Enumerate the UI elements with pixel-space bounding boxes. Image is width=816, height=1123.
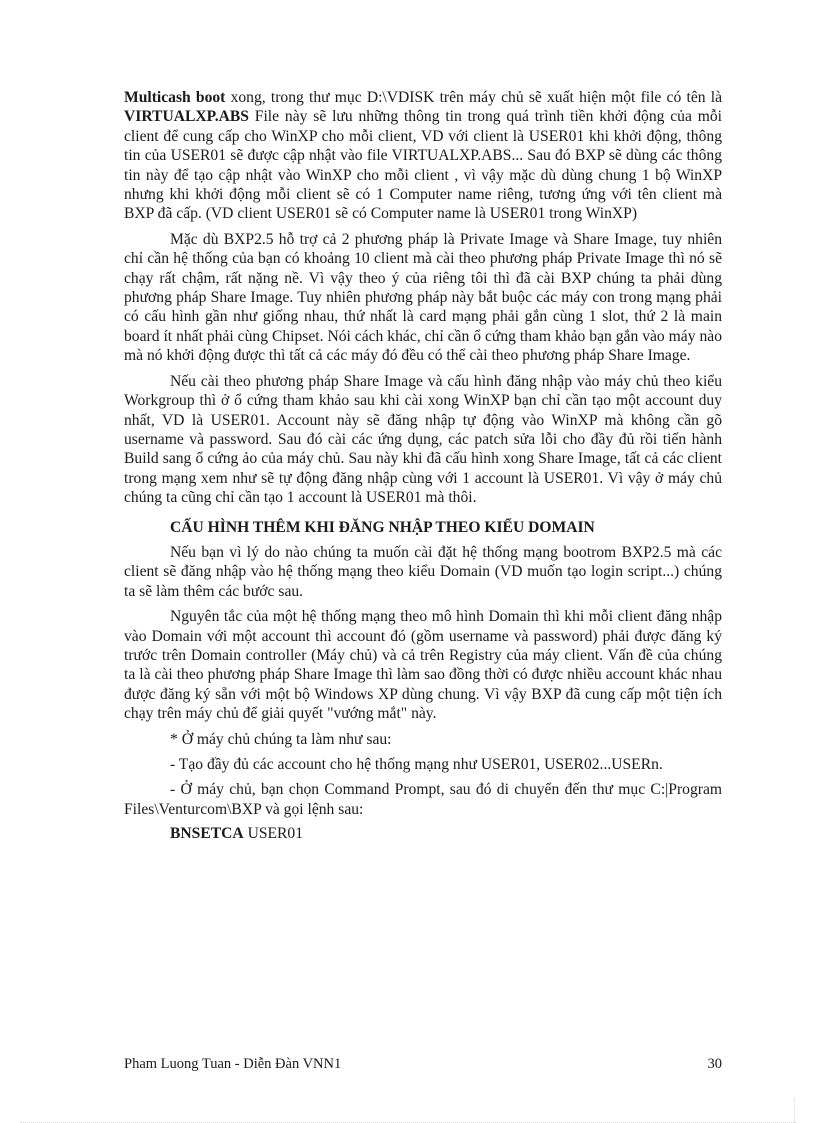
page-edge-divider — [794, 1098, 795, 1123]
paragraph-6: * Ở máy chủ chúng ta làm như sau: — [170, 730, 392, 748]
bold-term-virtualxp: VIRTUALXP.ABS — [124, 108, 249, 126]
command-name: BNSETCA — [170, 825, 244, 843]
paragraph-2: Mặc dù BXP2.5 hỗ trợ cả 2 phương pháp là Private Image và Share Image, tuy nhiên chỉ cần hệ thống của bạn có khoảng 10 client mà cài theo phương pháp Private Image thì nó sẽ chạy rất chậm, rất nặng nề. Vì vậy theo ý của riêng tôi thì đã cài BXP chúng ta phải dùng phương pháp Share Image. Tuy nhiên phương pháp này bắt buộc các máy con trong mạng phải có cấu hình gần như giống nhau, thứ nhất là card mạng phải gắn cùng 1 slot, thứ 2 là main board ít nhất phải cùng Chipset. Nói cách khác, chỉ cần ổ cứng tham khảo bạn gắn vào máy nào mà nó khởi động được thì tất cả các máy đó đều có thể cài theo phương pháp Share Image. — [124, 230, 722, 365]
bold-term-multicash: Multicash boot — [124, 89, 226, 106]
command-line — [170, 825, 722, 843]
paragraph-1-text-a: xong, trong thư mục D:\VDISK trên máy chủ sẽ xuất hiện một file có tên là — [225, 89, 722, 106]
paragraph-3: Nếu cài theo phương pháp Share Image và cấu hình đăng nhập vào máy chủ theo kiểu Workgroup thì ở ổ cứng tham khảo sau khi cài xong WinXP bạn chỉ cần tạo một account duy nhất, VD là USER01. Account này sẽ đăng nhập tự động vào WinXP mà không cần gõ username và password. Sau đó cài các ứng dụng, các patch sửa lỗi cho đầy đủ rồi tiến hành Build sang ổ cứng ảo của máy chủ. Sau này khi đã cấu hình xong Share Image, tất cả các client trong mạng xem như sẽ tự động đăng nhập cùng với 1 account là USER01. Vì vậy ở máy chủ chúng ta cũng chỉ cần tạo 1 account là USER01 mà thôi. — [124, 372, 722, 507]
footer-author: Pham Luong Tuan - Diễn Đàn VNN1 — [124, 1056, 342, 1072]
paragraph-7: - Tạo đầy đủ các account cho hệ thống mạng như USER01, USER02...USERn. — [170, 756, 663, 773]
paragraph-1 — [124, 88, 722, 224]
paragraph-5: Nguyên tắc của một hệ thống mạng theo mô hình Domain thì khi mỗi client đăng nhập vào Domain với một account thì account đó (gồm username và password) phải được đăng ký trước trên Domain controller (Máy chủ) và cả trên Registry của máy client. Vấn đề của chúng ta là cài theo phương pháp Share Image thì làm sao đồng thời có được nhiều account khác nhau được đăng ký sẵn với một bộ Windows XP dùng chung. Vì vậy BXP đã cung cấp một tiện ích chạy trên máy chủ để giải quyết "vướng mắt" này. — [124, 608, 722, 723]
paragraph-1-text-b: File này sẽ lưu những thông tin trong quá trình tiền khởi động của mỗi client để cung cấp cho WinXP cho mỗi client, VD với client là USER01 khi khởi động, thông tin của USER01 sẽ được cập nhật vào file VIRTUALXP.ABS... Sau đó BXP sẽ dùng các thông tin này để tạo cập nhật vào WinXP cho mỗi client , vì vậy mặc dù dùng chung 1 bộ WinXP nhưng khi khởi động mỗi client sẽ có 1 Computer name riêng, tương ứng với tên client mà BXP đã cấp. (VD client USER01 sẽ có Computer name là USER01 trong WinXP) — [124, 108, 722, 223]
paragraph-8: - Ở máy chủ, bạn chọn Command Prompt, sau đó di chuyển đến thư mục C:|Program Files\Venturcom\BXP và gọi lệnh sau: — [124, 781, 722, 818]
command-argument: USER01 — [243, 825, 304, 843]
document-body — [124, 88, 722, 843]
page-footer — [124, 1056, 722, 1073]
page-number: 30 — [707, 1056, 722, 1072]
paragraph-4: Nếu bạn vì lý do nào chúng ta muốn cài đặt hệ thống mạng bootrom BXP2.5 mà các client sẽ đăng nhập vào hệ thống mạng theo kiểu Domain (VD muốn tạo login script...) chúng ta sẽ làm thêm các bước sau. — [124, 543, 722, 600]
section-heading: CẤU HÌNH THÊM KHI ĐĂNG NHẬP THEO KIỂU DOMAIN — [170, 518, 595, 536]
